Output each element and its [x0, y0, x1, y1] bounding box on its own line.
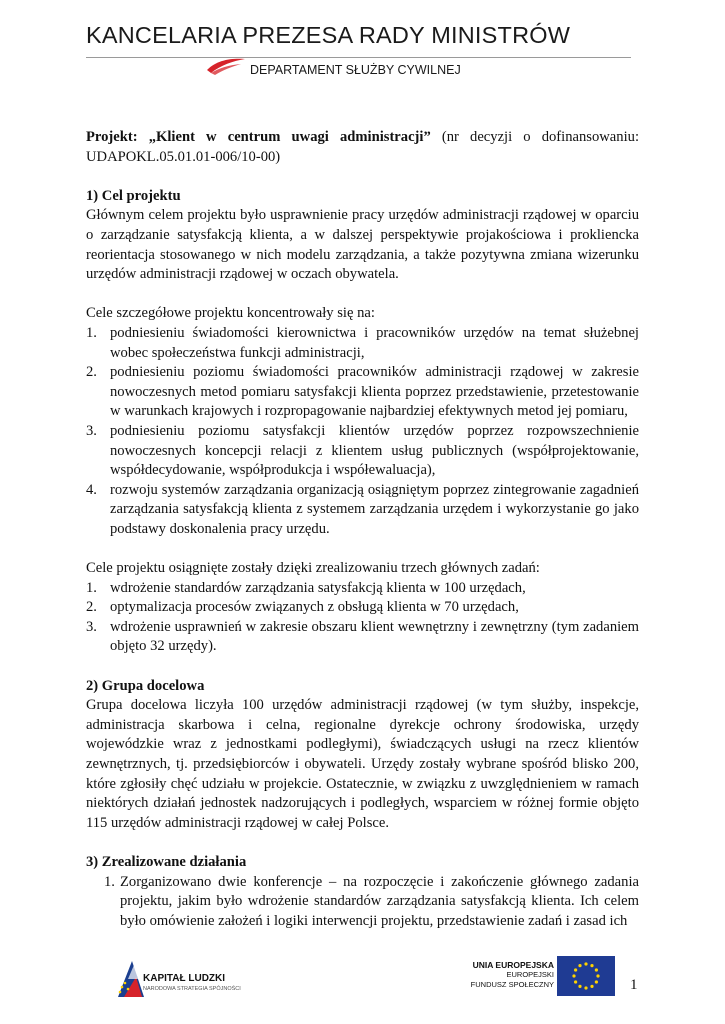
list-item: 2. podniesieniu poziomu świadomości pracowników administracji rządowej w zakresie nowoczesnych metod pomiaru satysfakcji klienta poprzez przedstawienie, przetestowanie w warunkach krajowych i rozpropagowanie najbardziej efektywnych metod jej pomiaru, [86, 364, 639, 420]
goals-list [86, 324, 639, 540]
kapital-ludzki-name: KAPITAŁ LUDZKI [143, 973, 226, 984]
eu-flag-icon [557, 956, 615, 996]
header-title: KANCELARIA PREZESA RADY MINISTRÓW [86, 22, 571, 48]
department-name: DEPARTAMENT SŁUŻBY CYWILNEJ [250, 63, 461, 77]
tasks-intro: Cele projektu osiągnięte zostały dzięki zrealizowaniu trzech głównych zadań: [86, 560, 540, 577]
eu-star [590, 964, 593, 967]
list-item: 3. podniesieniu poziomu satysfakcji klientów urzędów poprzez rozpowszechnienie nowoczesnych koncepcji relacji z klientem usług publicznych (współprojektowanie, współdecydowanie, współprodukcja i współewaluacja), [86, 422, 639, 479]
goals-intro: Cele szczegółowe projektu koncentrowały się na: [86, 305, 375, 322]
header-divider [86, 57, 631, 58]
list-item: 2. optymalizacja procesów związanych z obsługą klienta w 70 urzędach, [86, 599, 519, 616]
eu-label-line2: EUROPEJSKI [506, 970, 554, 979]
section-target-group-paragraph: Grupa docelowa liczyła 100 urzędów administracji rządowej (w tym służby, inspekcje, administracja skarbowa i celna, regionalne dyrekcje ochrony środowiska, urzędy wojewódzkie wraz z jednostkami podległymi), świadczących usługi na rzecz klientów zewnętrznych, tj. przedsiębiorców i obywateli. Urzędy zostały wybrane spośród blisko 200, które zgłosiły chęć udziału w projekcie. Ostatecznie, w związku z uwzględnieniem w ramach niektórych działań jednostek nadzorujących i podległych, wsparciem w różnej formie objęto 115 urzędów administracji rządowej w całej Polsce. [86, 697, 639, 831]
eu-label-line1: UNIA EUROPEJSKA [472, 960, 554, 970]
list-item: 1. Zorganizowano dwie konferencje – na rozpoczęcie i zakończenie głównego zadania projektu, jakim było wdrożenie standardów zarządzania satysfakcją klienta. Ich celem było omówienie założeń i logiki interwencji projektu, przedstawienie zadań i zasad ich [104, 873, 639, 929]
eu-star [595, 968, 598, 971]
eu-star [584, 986, 587, 989]
list-item: 1. podniesieniu świadomości kierownictwa i pracowników urzędów na temat służebnej wobec społeczeństwa funkcji administracji, [86, 324, 639, 361]
project-intro [86, 128, 639, 167]
section-goal-paragraph: Głównym celem projektu było usprawnienie pracy urzędów administracji rządowej w oparciu o zarządzanie satysfakcją klienta, a w dalszej perspektywie projakościowa i proklienckа reorientacja stosowanego w nich modelu zarządzania, a także pozytywna zmiana wizerunku urzędów administracji rządowej w oczach obywatela. [86, 207, 639, 283]
activities-list [86, 873, 639, 932]
list-item: 1. wdrożenie standardów zarządzania satysfakcją klienta w 100 urzędach, [86, 579, 526, 596]
tasks-list [86, 579, 639, 657]
eu-star [595, 980, 598, 983]
kapital-ludzki-subtitle: NARODOWA STRATEGIA SPÓJNOŚCI [143, 986, 241, 992]
eu-label-line3: FUNDUSZ SPOŁECZNY [470, 980, 554, 989]
eu-star [590, 985, 593, 988]
page-number: 1 [630, 977, 638, 993]
section-heading-target-group: 2) Grupa docelowa [86, 677, 205, 694]
list-item: 3. wdrożenie usprawnień w zakresie obszaru klient wewnętrzny i zewnętrzny (tym zadaniem objęto 32 urzędy). [86, 618, 639, 655]
list-item: 4. rozwoju systemów zarządzania organizacją osiągniętym poprzez zintegrowanie zagadnień zarządzania satysfakcją klienta z systemem zarządzania urzędem i wykorzystanie go jako podstawy doskonalenia pracy urzędu. [86, 481, 639, 537]
eu-star [574, 980, 577, 983]
project-title: Projekt: „Klient w centrum uwagi administracji” [86, 129, 431, 145]
eu-star [574, 968, 577, 971]
eu-star [584, 962, 587, 965]
eu-star [578, 964, 581, 967]
poland-flag-icon [205, 56, 247, 76]
document-body [86, 128, 639, 931]
eu-star [578, 985, 581, 988]
eu-star [596, 974, 599, 977]
section-heading-goal: 1) Cel projektu [86, 187, 181, 204]
eu-label [471, 960, 554, 990]
section-heading-activities: 3) Zrealizowane działania [86, 853, 247, 870]
eu-star [572, 974, 575, 977]
project-decision-number: (nr decyzji o dofinansowaniu: UDAPOKL.05.01.01-006/10-00) [86, 129, 639, 165]
